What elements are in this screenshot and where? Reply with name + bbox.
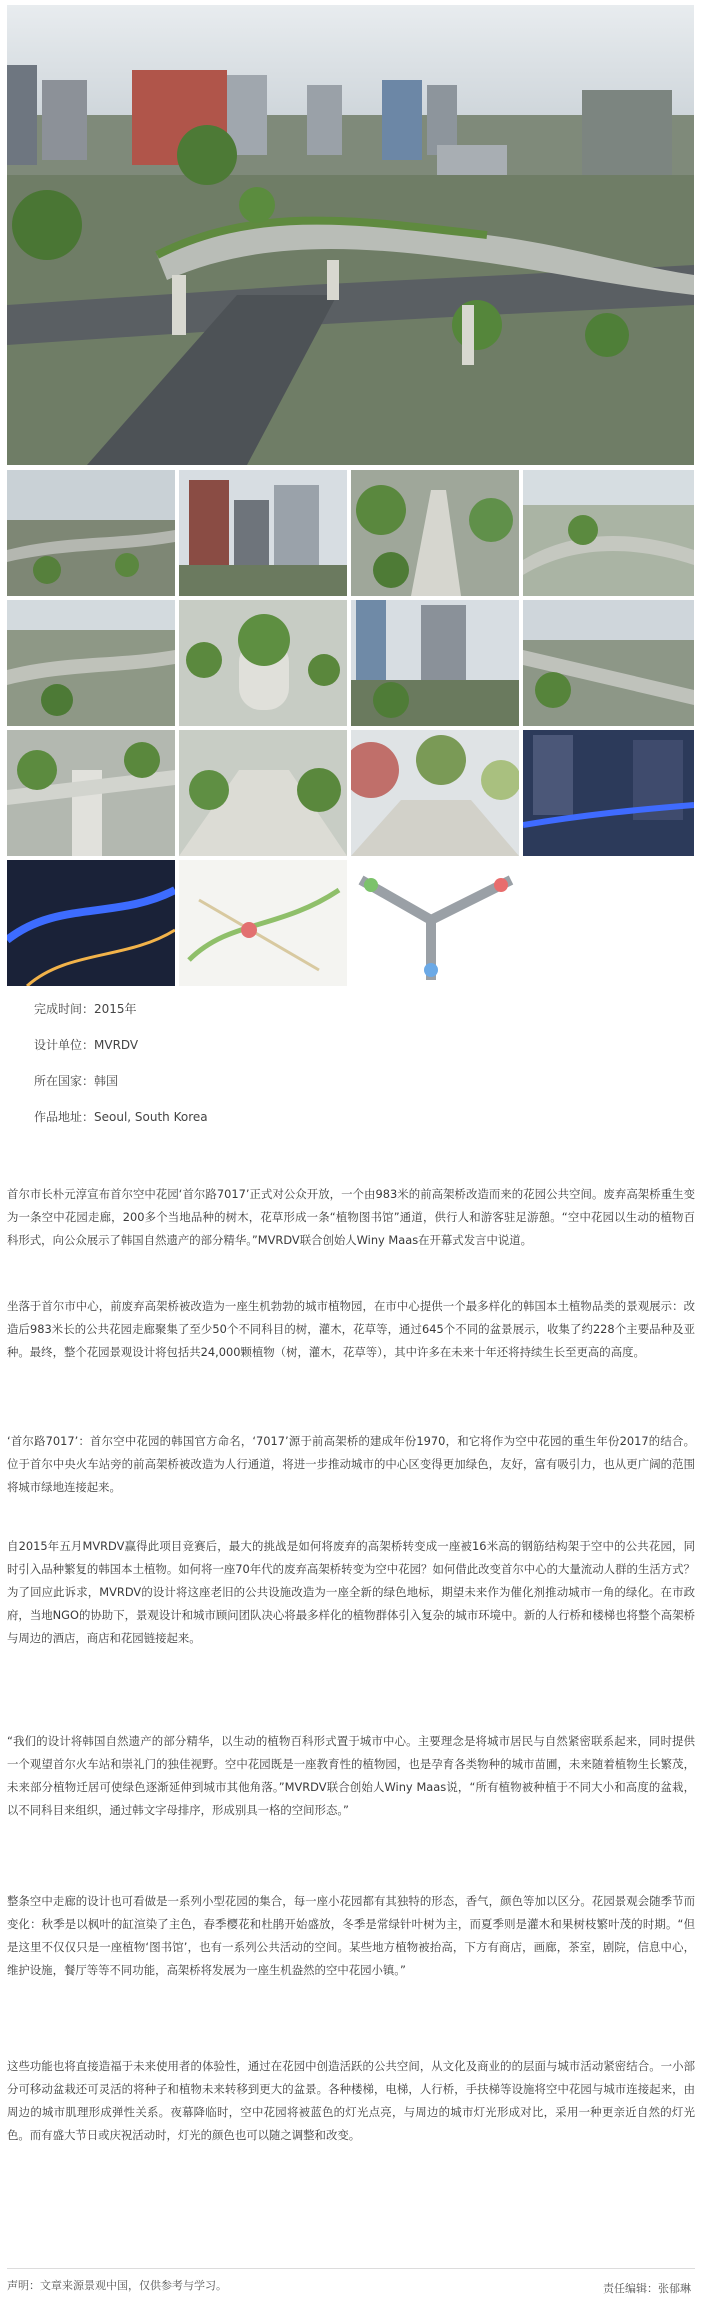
- thumbnail-3: [351, 470, 519, 596]
- thumbnail-7: [351, 600, 519, 726]
- footer-divider: [7, 2268, 695, 2269]
- thumbnail-11: [351, 730, 519, 856]
- disclaimer: 声明：文章来源景观中国，仅供参考与学习。: [7, 2279, 227, 2292]
- thumbnail-15: [351, 860, 519, 986]
- paragraph-2: 坐落于首尔市中心，前废弃高架桥被改造为一座生机勃勃的城市植物园，在市中心提供一个最多样化的韩国本土植物品类的景观展示：改造后983米长的公共花园走廊聚集了至少50个不同科目的树，灌木，花草等，通过645个不同的盆景展示，收集了约228个主要品种及亚种。最终，整个花园景观设计将包括共24,000颗植物（树，灌木，花草等），其中许多在未来十年还将持续生长至更高的高度。: [7, 1299, 695, 1359]
- thumbnail-8: [523, 600, 694, 726]
- thumbnail-2: [179, 470, 347, 596]
- meta-address: 作品地址：Seoul, South Korea: [34, 1110, 208, 1124]
- meta-completion: 完成时间：2015年: [34, 1002, 137, 1016]
- thumbnail-14: [179, 860, 347, 986]
- paragraph-1: 首尔市长朴元淳宣布首尔空中花园‘首尔路7017’正式对公众开放，一个由983米的前高架桥改造而来的花园公共空间。废弃高架桥重生变为一条空中花园走廊，200多个当地品种的树木，花草形成一条“植物图书馆”通道，供行人和游客驻足游憩。“空中花园以生动的植物百科形式，向公众展示了韩国自然遗产的部分精华。”MVRDV联合创始人Winy Maas在开幕式发言中说道。: [7, 1187, 695, 1247]
- thumbnail-6: [179, 600, 347, 726]
- paragraph-5: “我们的设计将韩国自然遗产的部分精华，以生动的植物百科形式置于城市中心。主要理念是将城市居民与自然紧密联系起来，同时提供一个观望首尔火车站和崇礼门的独佳视野。空中花园既是一座教育性的植物园，也是孕育各类物种的城市苗圃，未来随着植物生长繁茂，未来部分植物迁居可使绿色逐渐延伸到城市其他角落。”MVRDV联合创始人Winy Maas说，“所有植物被种植于不同大小和高度的盆栽，以不同科目来组织，通过韩文字母排序，形成别具一格的空间形态。”: [7, 1734, 695, 1817]
- paragraph-4: 自2015年五月MVRDV赢得此项目竞赛后，最大的挑战是如何将废弃的高架桥转变成一座被16米高的钢筋结构架于空中的公共花园，同时引入品种繁复的韩国本土植物。如何将一座70年代的废弃高架桥转变为空中花园？如何借此改变首尔中心的大量流动人群的生活方式？为了回应此诉求，MVRDV的设计将这座老旧的公共设施改造为一座全新的绿色地标，期望未来作为催化剂推动城市一角的绿化。在市政府，当地NGO的协助下，景观设计和城市顾问团队决心将最多样化的植物群体引入复杂的城市环境中。新的人行桥和楼梯也将整个高架桥与周边的酒店，商店和花园链接起来。: [7, 1539, 695, 1645]
- thumbnail-13: [7, 860, 175, 986]
- thumbnail-4: [523, 470, 694, 596]
- thumbnail-10: [179, 730, 347, 856]
- thumbnail-1: [7, 470, 175, 596]
- meta-designer: 设计单位：MVRDV: [34, 1038, 139, 1052]
- paragraph-3: ‘首尔路7017’：首尔空中花园的韩国官方命名，‘7017’源于前高架桥的建成年份1970，和它将作为空中花园的重生年份2017的结合。位于首尔中央火车站旁的前高架桥被改造为人行通道，将进一步推动城市的中心区变得更加绿色，友好，富有吸引力，也从更广阔的范围将城市绿地连接起来。: [7, 1434, 695, 1494]
- thumbnail-9: [7, 730, 175, 856]
- paragraph-7: 这些功能也将直接造福于未来使用者的体验性，通过在花园中创造活跃的公共空间，从文化及商业的的层面与城市活动紧密结合。一小部分可移动盆栽还可灵活的将种子和植物未来转移到更大的盆景。各种楼梯，电梯，人行桥，手扶梯等设施将空中花园与城市连接起来，由周边的城市肌理形成弹性关系。夜幕降临时，空中花园将被蓝色的灯光点亮，与周边的城市灯光形成对比，采用一种更亲近自然的灯光色。而有盛大节日或庆祝活动时，灯光的颜色也可以随之调整和改变。: [7, 2059, 695, 2142]
- editor-credit: 责任编辑：张郁琳: [603, 2282, 691, 2295]
- paragraph-6: 整条空中走廊的设计也可看做是一系列小型花园的集合，每一座小花园都有其独特的形态，香气，颜色等加以区分。花园景观会随季节而变化：秋季是以枫叶的缸渲染了主色，春季樱花和杜鹃开始盛放，冬季是常绿针叶树为主，而夏季则是灌木和果树枝繁叶茂的时期。“但是这里不仅仅只是一座植物‘图书馆’，也有一系列公共活动的空间。某些地方植物被抬高，下方有商店，画廊，茶室，剧院，信息中心，维护设施，餐厅等等不同功能，高架桥将发展为一座生机盎然的空中花园小镇。”: [7, 1894, 695, 1977]
- hero-photo: [7, 5, 694, 465]
- thumbnail-5: [7, 600, 175, 726]
- thumbnail-12: [523, 730, 694, 856]
- meta-country: 所在国家：韩国: [34, 1074, 119, 1088]
